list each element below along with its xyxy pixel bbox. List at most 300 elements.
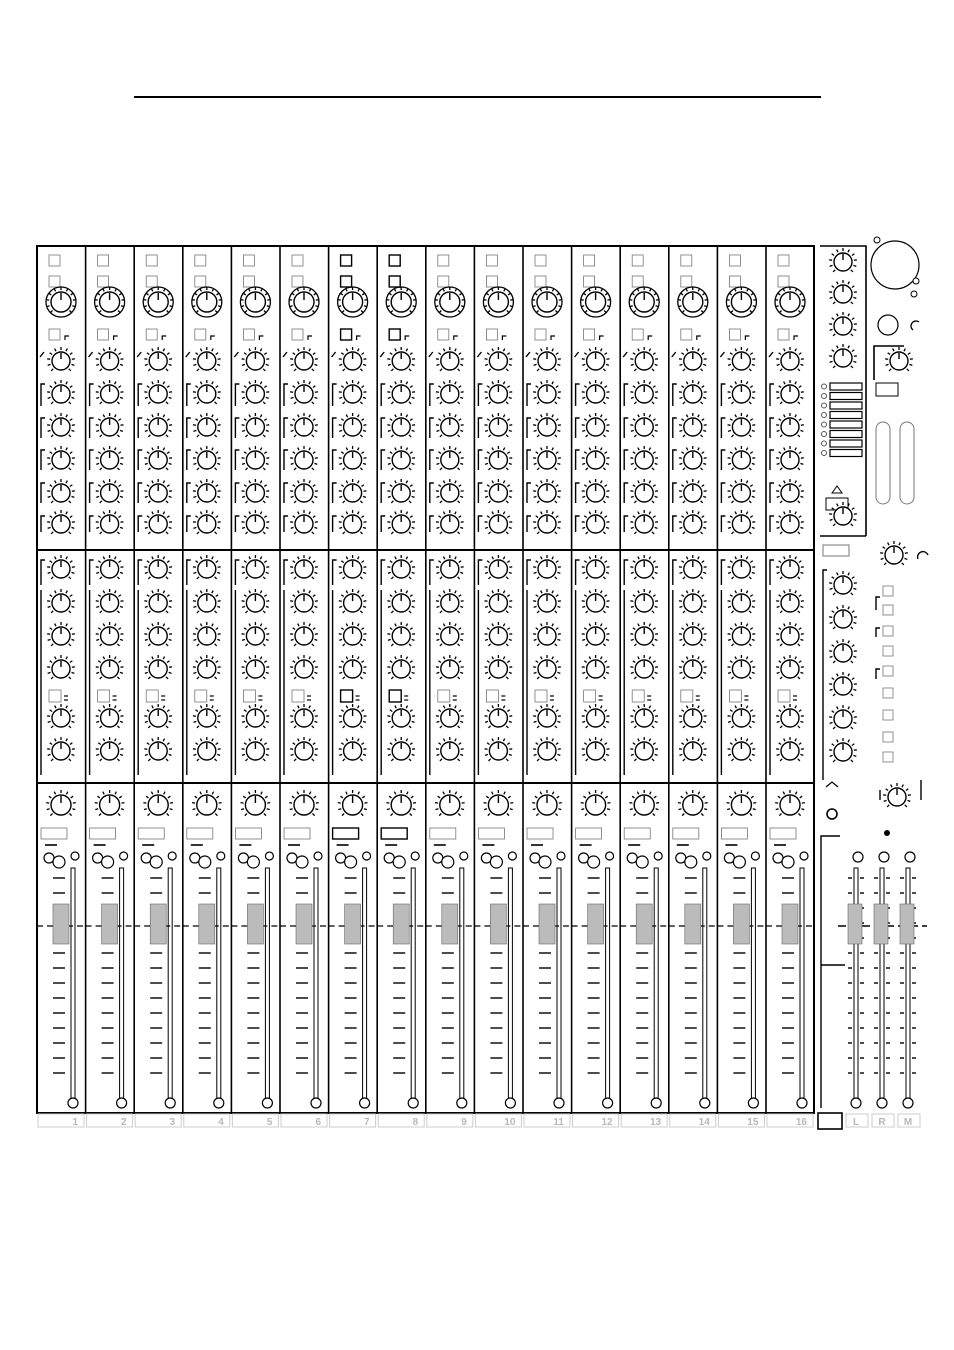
knob-icon[interactable] (386, 790, 416, 816)
knob-icon[interactable] (630, 446, 658, 470)
knob-icon[interactable] (679, 479, 707, 503)
knob-icon[interactable] (144, 446, 172, 470)
knob-icon[interactable] (387, 479, 415, 503)
button-icon[interactable] (883, 586, 893, 596)
knob-icon[interactable] (96, 347, 124, 371)
knob-icon[interactable] (485, 347, 513, 371)
knob-icon[interactable] (193, 510, 221, 534)
button-icon[interactable] (883, 666, 893, 676)
fader-cap[interactable] (102, 904, 118, 944)
knob-icon[interactable] (339, 413, 367, 437)
knob-icon[interactable] (436, 479, 464, 503)
knob-icon[interactable] (678, 790, 708, 816)
knob-icon[interactable] (630, 622, 658, 646)
knob-icon[interactable] (582, 446, 610, 470)
button-icon[interactable] (681, 329, 692, 340)
button-icon[interactable] (721, 828, 747, 839)
button-icon[interactable] (632, 329, 643, 340)
knob-icon[interactable] (582, 380, 610, 404)
button-icon[interactable] (883, 626, 893, 636)
button-icon[interactable] (681, 276, 692, 287)
button-icon[interactable] (98, 329, 109, 340)
knob-icon[interactable] (829, 312, 857, 336)
fader-cap[interactable] (345, 904, 361, 944)
knob-icon[interactable] (533, 446, 561, 470)
knob-icon[interactable] (242, 704, 270, 728)
button-icon[interactable] (729, 255, 740, 266)
fader-cap[interactable] (874, 904, 888, 944)
button-icon[interactable] (146, 690, 158, 702)
button-icon[interactable] (673, 828, 699, 839)
knob-icon[interactable] (679, 446, 707, 470)
knob-icon[interactable] (144, 704, 172, 728)
knob-icon[interactable] (582, 510, 610, 534)
button-icon[interactable] (146, 255, 157, 266)
knob-icon[interactable] (485, 479, 513, 503)
knob-icon[interactable] (533, 555, 561, 579)
button-icon[interactable] (478, 828, 504, 839)
fader-icon[interactable] (620, 868, 668, 1108)
knob-icon[interactable] (885, 347, 913, 371)
knob-icon[interactable] (630, 737, 658, 761)
knob-icon[interactable] (47, 446, 75, 470)
knob-icon[interactable] (47, 479, 75, 503)
button-icon[interactable] (90, 828, 116, 839)
knob-icon[interactable] (241, 790, 271, 816)
button-icon[interactable] (883, 605, 893, 615)
fader-icon[interactable] (183, 868, 231, 1108)
button-icon[interactable] (823, 545, 849, 556)
fader-cap[interactable] (393, 904, 409, 944)
knob-icon[interactable] (387, 347, 415, 371)
button-icon[interactable] (243, 329, 254, 340)
button-icon[interactable] (292, 329, 303, 340)
knob-icon[interactable] (533, 479, 561, 503)
knob-icon[interactable] (290, 737, 318, 761)
knob-icon[interactable] (47, 589, 75, 613)
button-icon[interactable] (535, 329, 546, 340)
knob-icon[interactable] (679, 347, 707, 371)
knob-icon[interactable] (728, 737, 756, 761)
knob-icon[interactable] (143, 790, 173, 816)
button-icon[interactable] (584, 329, 595, 340)
button-icon[interactable] (138, 828, 164, 839)
knob-icon[interactable] (96, 380, 124, 404)
fader-icon[interactable] (523, 868, 571, 1108)
knob-icon[interactable] (47, 704, 75, 728)
button-icon[interactable] (49, 255, 60, 266)
knob-icon[interactable] (679, 655, 707, 679)
fader-cap[interactable] (848, 904, 862, 944)
knob-icon[interactable] (728, 479, 756, 503)
fader-cap[interactable] (685, 904, 701, 944)
knob-icon[interactable] (339, 347, 367, 371)
knob-icon[interactable] (582, 737, 610, 761)
button-icon[interactable] (49, 690, 61, 702)
knob-icon[interactable] (630, 479, 658, 503)
knob-icon[interactable] (96, 446, 124, 470)
fader-cap[interactable] (247, 904, 263, 944)
knob-icon[interactable] (242, 622, 270, 646)
button-icon[interactable] (243, 690, 255, 702)
knob-icon[interactable] (485, 589, 513, 613)
knob-icon[interactable] (829, 280, 857, 304)
knob-icon[interactable] (582, 704, 610, 728)
knob-icon[interactable] (630, 510, 658, 534)
knob-icon[interactable] (290, 622, 318, 646)
button-icon[interactable] (146, 329, 157, 340)
knob-icon[interactable] (387, 510, 415, 534)
knob-icon[interactable] (582, 555, 610, 579)
knob-icon[interactable] (436, 446, 464, 470)
knob-icon[interactable] (193, 555, 221, 579)
knob-icon[interactable] (290, 555, 318, 579)
knob-icon[interactable] (193, 446, 221, 470)
button-icon[interactable] (49, 329, 60, 340)
fader-icon[interactable] (900, 852, 916, 1108)
button-icon[interactable] (778, 255, 789, 266)
fader-cap[interactable] (733, 904, 749, 944)
knob-icon[interactable] (338, 790, 368, 816)
knob-icon[interactable] (630, 347, 658, 371)
button-icon[interactable] (438, 329, 449, 340)
knob-icon[interactable] (290, 704, 318, 728)
knob-icon[interactable] (144, 479, 172, 503)
fader-icon[interactable] (134, 868, 182, 1108)
knob-icon[interactable] (193, 737, 221, 761)
knob-icon[interactable] (46, 790, 76, 816)
knob-icon[interactable] (242, 510, 270, 534)
knob-icon[interactable] (880, 541, 908, 565)
knob-icon[interactable] (485, 380, 513, 404)
button-icon[interactable] (486, 690, 498, 702)
knob-icon[interactable] (728, 622, 756, 646)
knob-icon[interactable] (485, 704, 513, 728)
fader-icon[interactable] (572, 868, 620, 1108)
button-icon[interactable] (818, 1113, 842, 1129)
knob-icon[interactable] (533, 589, 561, 613)
button-icon[interactable] (632, 255, 643, 266)
knob-icon[interactable] (485, 622, 513, 646)
knob-icon[interactable] (829, 571, 857, 595)
knob-icon[interactable] (679, 704, 707, 728)
fader-icon[interactable] (426, 868, 474, 1108)
button-icon[interactable] (778, 690, 790, 702)
button-icon[interactable] (41, 828, 67, 839)
knob-icon[interactable] (883, 783, 911, 807)
knob-icon[interactable] (728, 655, 756, 679)
knob-icon[interactable] (629, 790, 659, 816)
knob-icon[interactable] (679, 589, 707, 613)
knob-icon[interactable] (387, 737, 415, 761)
knob-icon[interactable] (144, 655, 172, 679)
button-icon[interactable] (389, 329, 400, 340)
knob-icon[interactable] (436, 737, 464, 761)
knob-icon[interactable] (47, 413, 75, 437)
button-icon[interactable] (729, 276, 740, 287)
knob-icon[interactable] (193, 347, 221, 371)
button-icon[interactable] (778, 329, 789, 340)
knob-icon[interactable] (96, 704, 124, 728)
knob-icon[interactable] (728, 413, 756, 437)
knob-icon[interactable] (242, 655, 270, 679)
knob-icon[interactable] (533, 347, 561, 371)
button-icon[interactable] (584, 276, 595, 287)
knob-icon[interactable] (339, 704, 367, 728)
knob-icon[interactable] (387, 704, 415, 728)
knob-icon[interactable] (776, 555, 804, 579)
button-icon[interactable] (389, 690, 401, 702)
button-icon[interactable] (438, 276, 449, 287)
knob-icon[interactable] (436, 347, 464, 371)
fader-cap[interactable] (782, 904, 798, 944)
knob-icon[interactable] (582, 589, 610, 613)
button-icon[interactable] (146, 276, 157, 287)
button-icon[interactable] (430, 828, 456, 839)
knob-icon[interactable] (387, 622, 415, 646)
fader-cap[interactable] (636, 904, 652, 944)
knob-icon[interactable] (242, 347, 270, 371)
knob-icon[interactable] (193, 655, 221, 679)
knob-icon[interactable] (533, 704, 561, 728)
knob-icon[interactable] (485, 555, 513, 579)
button-icon[interactable] (729, 329, 740, 340)
knob-icon[interactable] (242, 737, 270, 761)
knob-icon[interactable] (47, 380, 75, 404)
knob-icon[interactable] (728, 347, 756, 371)
knob-icon[interactable] (533, 413, 561, 437)
knob-icon[interactable] (144, 589, 172, 613)
button-icon[interactable] (576, 828, 602, 839)
fader-cap[interactable] (490, 904, 506, 944)
knob-icon[interactable] (727, 790, 757, 816)
button-icon[interactable] (98, 255, 109, 266)
knob-icon[interactable] (436, 622, 464, 646)
knob-icon[interactable] (776, 446, 804, 470)
knob-icon[interactable] (776, 380, 804, 404)
knob-icon[interactable] (242, 589, 270, 613)
knob-icon[interactable] (96, 510, 124, 534)
knob-icon[interactable] (582, 655, 610, 679)
knob-icon[interactable] (728, 589, 756, 613)
button-icon[interactable] (681, 255, 692, 266)
button-icon[interactable] (187, 828, 213, 839)
knob-icon[interactable] (387, 555, 415, 579)
fader-cap[interactable] (900, 904, 914, 944)
knob-icon[interactable] (435, 790, 465, 816)
button-icon[interactable] (195, 255, 206, 266)
button-icon[interactable] (883, 646, 893, 656)
knob-icon[interactable] (47, 655, 75, 679)
knob-icon[interactable] (533, 380, 561, 404)
button-icon[interactable] (243, 255, 254, 266)
knob-icon[interactable] (144, 737, 172, 761)
knob-icon[interactable] (193, 479, 221, 503)
button-icon[interactable] (49, 276, 60, 287)
knob-icon[interactable] (193, 704, 221, 728)
knob-icon[interactable] (144, 510, 172, 534)
button-icon[interactable] (584, 255, 595, 266)
button-icon[interactable] (883, 732, 893, 742)
knob-icon[interactable] (679, 510, 707, 534)
knob-icon[interactable] (532, 790, 562, 816)
knob-icon[interactable] (630, 589, 658, 613)
button-icon[interactable] (389, 276, 400, 287)
button-icon[interactable] (883, 710, 893, 720)
knob-icon[interactable] (776, 737, 804, 761)
button-icon[interactable] (438, 255, 449, 266)
button-icon[interactable] (195, 329, 206, 340)
knob-icon[interactable] (339, 737, 367, 761)
knob-icon[interactable] (339, 380, 367, 404)
button-icon[interactable] (584, 690, 596, 702)
button-icon[interactable] (770, 828, 796, 839)
knob-icon[interactable] (242, 446, 270, 470)
knob-icon[interactable] (290, 589, 318, 613)
fader-icon[interactable] (231, 868, 279, 1108)
knob-icon[interactable] (290, 446, 318, 470)
button-icon[interactable] (292, 276, 303, 287)
button-icon[interactable] (876, 383, 898, 396)
knob-icon[interactable] (776, 622, 804, 646)
knob-icon[interactable] (47, 347, 75, 371)
knob-icon[interactable] (679, 380, 707, 404)
button-icon[interactable] (341, 690, 353, 702)
button-icon[interactable] (381, 828, 407, 839)
knob-icon[interactable] (144, 555, 172, 579)
knob-icon[interactable] (679, 737, 707, 761)
knob-icon[interactable] (289, 790, 319, 816)
knob-icon[interactable] (96, 555, 124, 579)
knob-icon[interactable] (485, 510, 513, 534)
knob-icon[interactable] (829, 248, 857, 272)
fader-icon[interactable] (329, 868, 377, 1108)
button-icon[interactable] (243, 276, 254, 287)
knob-icon[interactable] (339, 622, 367, 646)
button-icon[interactable] (527, 828, 553, 839)
knob-icon[interactable] (96, 413, 124, 437)
button-icon[interactable] (341, 276, 352, 287)
fader-icon[interactable] (669, 868, 717, 1108)
knob-icon[interactable] (728, 704, 756, 728)
button-icon[interactable] (624, 828, 650, 839)
knob-icon[interactable] (96, 737, 124, 761)
knob-icon[interactable] (339, 555, 367, 579)
fader-cap[interactable] (539, 904, 555, 944)
button-icon[interactable] (486, 329, 497, 340)
button-icon[interactable] (389, 255, 400, 266)
fader-cap[interactable] (53, 904, 69, 944)
knob-icon[interactable] (776, 589, 804, 613)
knob-icon[interactable] (630, 555, 658, 579)
button-icon[interactable] (98, 690, 110, 702)
fader-icon[interactable] (280, 868, 328, 1108)
knob-icon[interactable] (728, 380, 756, 404)
knob-icon[interactable] (47, 555, 75, 579)
button-icon[interactable] (535, 276, 546, 287)
fader-icon[interactable] (86, 868, 134, 1108)
fader-cap[interactable] (588, 904, 604, 944)
knob-icon[interactable] (95, 790, 125, 816)
button-icon[interactable] (632, 690, 644, 702)
knob-icon[interactable] (630, 655, 658, 679)
button-icon[interactable] (535, 690, 547, 702)
fader-icon[interactable] (377, 868, 425, 1108)
knob-icon[interactable] (829, 738, 857, 762)
button-icon[interactable] (341, 329, 352, 340)
button-icon[interactable] (778, 276, 789, 287)
knob-icon[interactable] (193, 589, 221, 613)
fader-cap[interactable] (150, 904, 166, 944)
knob-icon[interactable] (630, 380, 658, 404)
knob-icon[interactable] (387, 446, 415, 470)
knob-icon[interactable] (630, 413, 658, 437)
knob-icon[interactable] (192, 790, 222, 816)
button-icon[interactable] (681, 690, 693, 702)
knob-icon[interactable] (96, 589, 124, 613)
button-icon[interactable] (292, 690, 304, 702)
knob-icon[interactable] (339, 655, 367, 679)
knob-icon[interactable] (387, 380, 415, 404)
knob-icon[interactable] (242, 479, 270, 503)
knob-icon[interactable] (679, 622, 707, 646)
knob-icon[interactable] (582, 347, 610, 371)
knob-icon[interactable] (776, 704, 804, 728)
fader-icon[interactable] (848, 852, 864, 1108)
knob-icon[interactable] (144, 380, 172, 404)
knob-icon[interactable] (47, 737, 75, 761)
knob-icon[interactable] (339, 479, 367, 503)
knob-icon[interactable] (193, 622, 221, 646)
knob-icon[interactable] (387, 413, 415, 437)
knob-icon[interactable] (485, 737, 513, 761)
button-icon[interactable] (341, 255, 352, 266)
knob-icon[interactable] (582, 622, 610, 646)
fader-icon[interactable] (474, 868, 522, 1108)
knob-icon[interactable] (776, 655, 804, 679)
knob-icon[interactable] (679, 555, 707, 579)
knob-icon[interactable] (829, 639, 857, 663)
knob-icon[interactable] (96, 479, 124, 503)
button-icon[interactable] (438, 690, 450, 702)
knob-icon[interactable] (829, 605, 857, 629)
knob-icon[interactable] (776, 479, 804, 503)
knob-icon[interactable] (290, 413, 318, 437)
button-icon[interactable] (535, 255, 546, 266)
knob-icon[interactable] (144, 347, 172, 371)
knob-icon[interactable] (484, 790, 514, 816)
knob-icon[interactable] (829, 344, 857, 368)
knob-icon[interactable] (728, 555, 756, 579)
button-icon[interactable] (284, 828, 310, 839)
knob-icon[interactable] (436, 380, 464, 404)
knob-icon[interactable] (436, 555, 464, 579)
knob-icon[interactable] (339, 446, 367, 470)
button-icon[interactable] (883, 752, 893, 762)
button-icon[interactable] (632, 276, 643, 287)
knob-icon[interactable] (776, 347, 804, 371)
knob-icon[interactable] (144, 413, 172, 437)
knob-icon[interactable] (776, 510, 804, 534)
fader-icon[interactable] (874, 852, 890, 1108)
knob-icon[interactable] (290, 479, 318, 503)
knob-icon[interactable] (485, 655, 513, 679)
knob-icon[interactable] (436, 589, 464, 613)
knob-icon[interactable] (485, 446, 513, 470)
knob-icon[interactable] (387, 589, 415, 613)
knob-icon[interactable] (436, 413, 464, 437)
knob-icon[interactable] (533, 622, 561, 646)
